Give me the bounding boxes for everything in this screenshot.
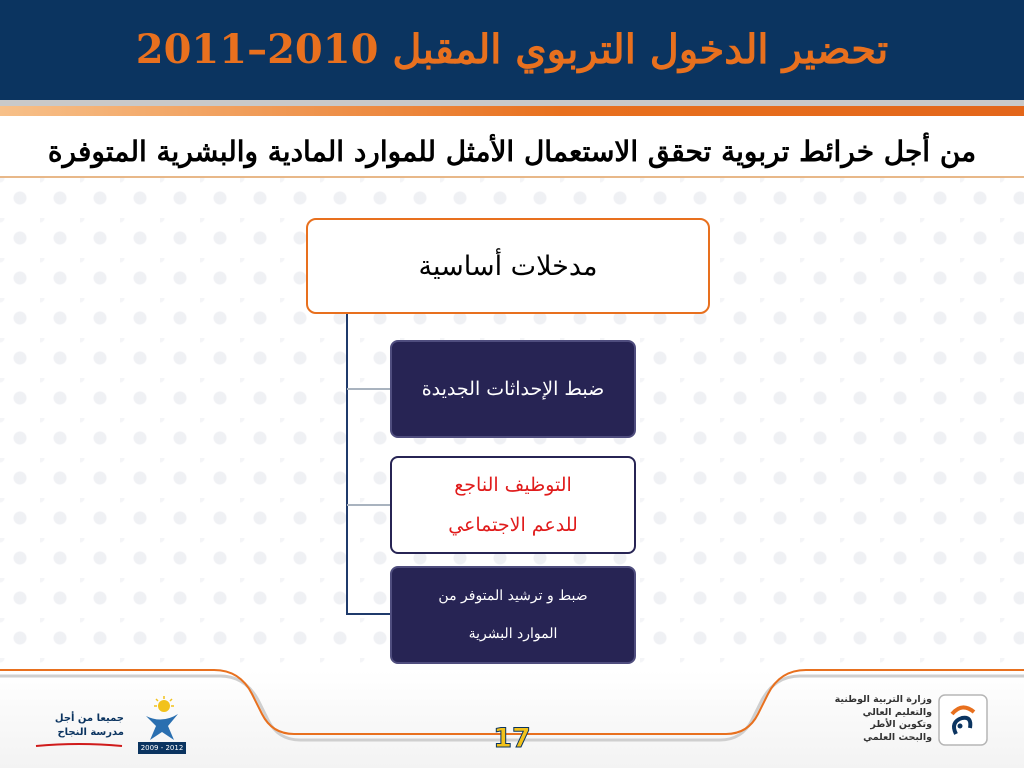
subtitle-divider xyxy=(0,176,1024,178)
slogan-line-1: جميعا من أجل xyxy=(54,713,124,724)
slide-title: تحضير الدخول التربوي المقبل 2010–2011 xyxy=(135,26,889,73)
ministry-line: والبحث العلمي xyxy=(863,731,932,743)
slide-subtitle: من أجل خرائط تربوية تحقق الاستعمال الأمثل للموارد المادية والبشرية المتوفرة xyxy=(47,135,977,168)
slogan-underline-icon xyxy=(34,743,124,749)
ministry-name xyxy=(756,694,932,744)
diagram-root-label: مدخلات أساسية xyxy=(418,250,598,282)
diagram-child-box xyxy=(390,340,636,438)
diagram-child-line: الموارد البشرية xyxy=(468,626,558,642)
ministry-line: وتكوين الأطر xyxy=(870,719,932,730)
diagram-child-line: التوظيف الناجع xyxy=(454,474,572,496)
anniversary-label: 2009 - 2012 xyxy=(138,742,186,754)
diagram-child-line: ضبط و ترشيد المتوفر من xyxy=(438,588,588,604)
diagram-child-box xyxy=(390,566,636,664)
page-number: 17 xyxy=(493,723,531,754)
diagram-child-line: للدعم الاجتماعي xyxy=(448,514,578,536)
diagram-child-box-highlighted xyxy=(390,456,636,554)
header-stripe-orange xyxy=(0,106,1024,116)
diagram-root-box xyxy=(306,218,710,314)
diagram-child-line: ضبط الإحداثات الجديدة xyxy=(421,378,605,400)
ministry-emblem-icon xyxy=(938,694,988,746)
slogan-line-2: مدرسة النجاح xyxy=(57,727,124,738)
ministry-line: والتعليم العالي xyxy=(862,706,932,718)
ministry-line: وزارة التربية الوطنية xyxy=(834,694,932,705)
slogan-logo xyxy=(30,712,124,754)
